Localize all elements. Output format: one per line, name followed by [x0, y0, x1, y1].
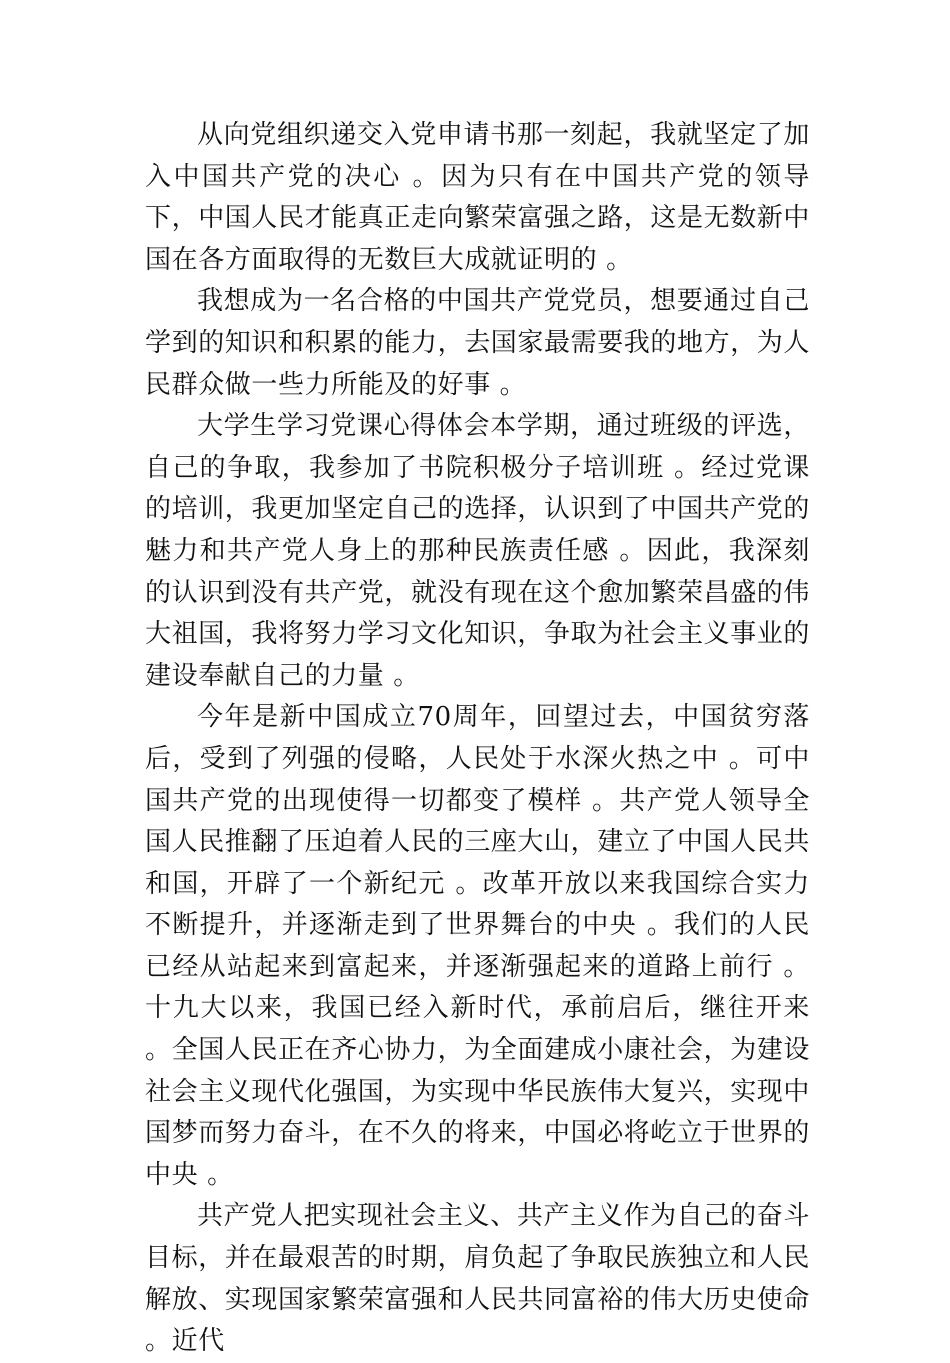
paragraph-4: 今年是新中国成立70周年，回望过去，中国贫穷落后，受到了列强的侵略，人民处于水深火热之中 。可中国共产党的出现使得一切都变了模样 。共产党人领导全国人民推翻了压迫着人民的三座大山，建立了中国人民共和国，开辟了一个新纪元 。改革开放以来我国综合实力不断提升，并逐渐走到了世界舞台的中央 。我们的人民已经从站起来到富起来，并逐渐强起来的道路上前行 。十九大以来，我国已经入新时代，承前启后，继往开来 。全国人民正在齐心协力，为全面建成小康社会，为建设社会主义现代化强国，为实现中华民族伟大复兴，实现中国梦而努力奋斗，在不久的将来，中国必将屹立于世界的中央 。	[145, 702, 811, 1190]
paragraph-5: 共产党人把实现社会主义、共产主义作为自己的奋斗目标，并在最艰苦的时期，肩负起了争取民族独立和人民解放、实现国家繁荣富强和人民共同富裕的伟大历史使命 。近代	[145, 1201, 811, 1357]
paragraph-2: 我想成为一名合格的中国共产党党员，想要通过自己学到的知识和积累的能力，去国家最需要我的地方，为人民群众做一些力所能及的好事 。	[145, 286, 811, 400]
document-body	[145, 115, 810, 1363]
paragraph-1: 从向党组织递交入党申请书那一刻起，我就坚定了加入中国共产党的决心 。因为只有在中国共产党的领导下，中国人民才能真正走向繁荣富强之路，这是无数新中国在各方面取得的无数巨大成就证明的 。	[145, 120, 811, 275]
paragraph-3: 大学生学习党课心得体会本学期，通过班级的评选，自己的争取，我参加了书院积极分子培训班 。经过党课的培训，我更加坚定自己的选择，认识到了中国共产党的魅力和共产党人身上的那种民族责任感 。因此，我深刻的认识到没有共产党，就没有现在这个愈加繁荣昌盛的伟大祖国，我将努力学习文化知识，争取为社会主义事业的建设奉献自己的力量 。	[145, 411, 811, 691]
